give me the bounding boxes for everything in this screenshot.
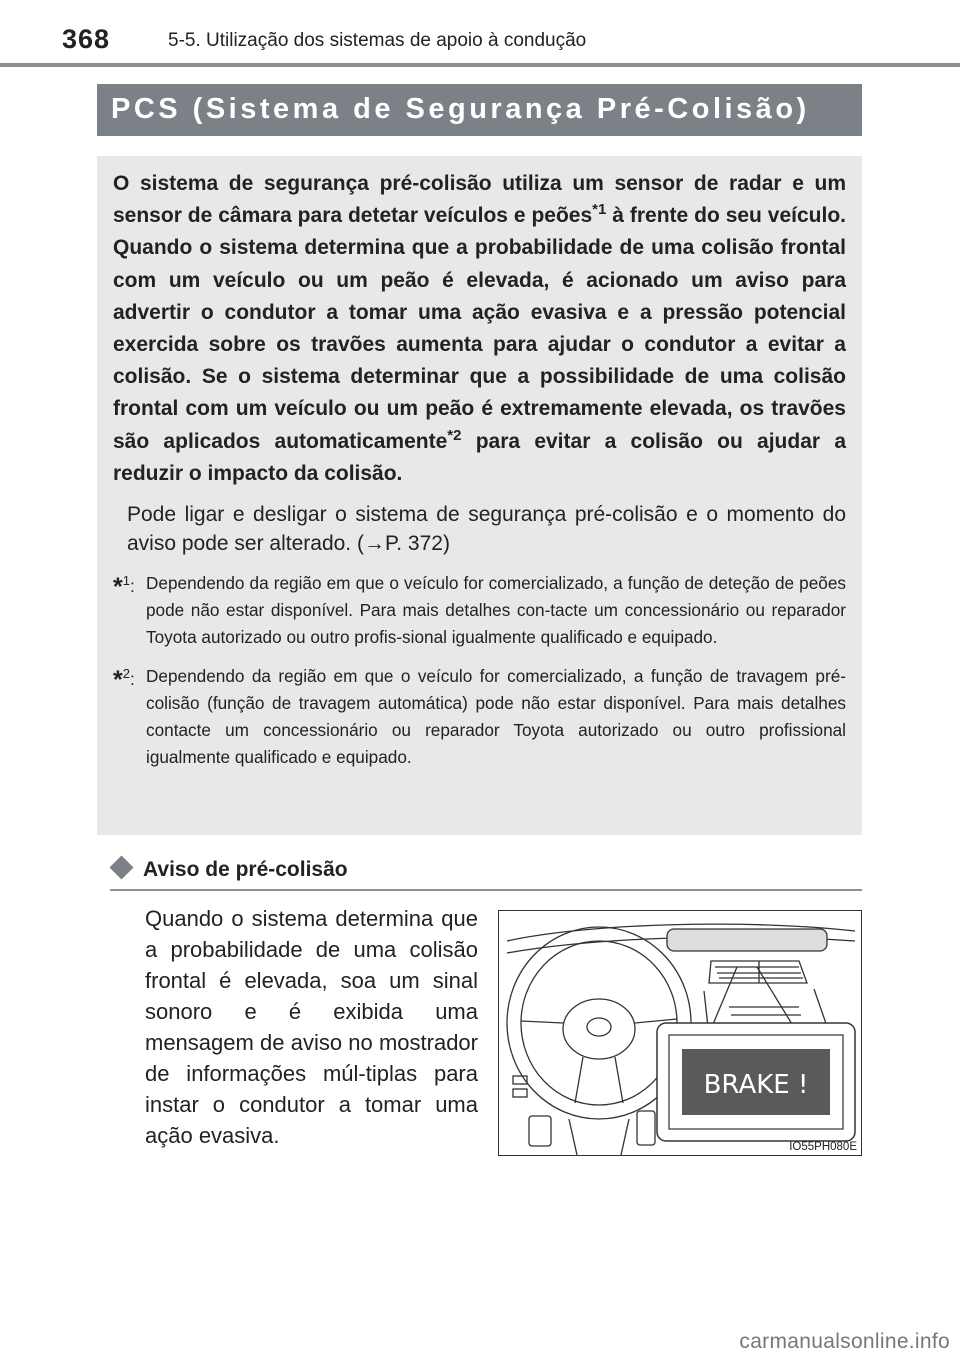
diamond-bullet-icon <box>109 855 133 879</box>
footnote-1 <box>113 570 846 651</box>
footnote-text: Dependendo da região em que o veículo for comercializado, a função de travagem pré-colisão (função de travagem automática) pode não estar disponível. Para mais detalhes contacte um concessionário ou reparador Toyota autorizado ou outro profissional igualmente qualificado e equipado. <box>146 666 846 768</box>
figure-code: IO55PH080E <box>789 1141 857 1153</box>
header-rule <box>0 63 960 67</box>
section-title-banner <box>97 84 862 136</box>
footnote-number: 1 <box>122 573 130 589</box>
page-header <box>0 0 960 68</box>
footnote-2 <box>113 663 846 771</box>
footnote-colon: : <box>129 669 135 690</box>
info-box <box>97 156 862 835</box>
footnote-colon: : <box>129 576 135 597</box>
footnote-ref-1: *1 <box>592 201 607 219</box>
intro-text-part3: para evitar a colisão ou ajudar a reduzir o impacto da colisão. <box>113 429 846 485</box>
brake-warning-message: BRAKE ! <box>703 1070 809 1100</box>
intro-text-part1: O sistema de segurança pré-colisão utiliza um sensor de radar e um sensor de câmara para detetar veículos e peões <box>113 172 846 228</box>
dashboard-illustration <box>498 910 862 1156</box>
section-title: PCS (Sistema de Segurança Pré-Colisão) <box>111 93 810 125</box>
pre-collision-warning-text: Quando o sistema determina que a probabilidade de uma colisão frontal é elevada, soa um sinal sonoro e é exibida uma mensagem de aviso no mostrador de informações múl-tiplas para instar o condutor a tomar uma ação evasiva. <box>145 906 478 1148</box>
watermark: carmanualsonline.info <box>739 1330 950 1353</box>
subsection-heading <box>110 855 862 891</box>
intro-paragraph <box>113 168 846 490</box>
intro-text-part2: à frente do seu veículo. Quando o sistema determina que a probabilidade de uma colisão frontal com um veículo ou um peão é elevada, é acionado um aviso para advertir o condutor a tomar uma ação evasiva e a pressão potencial exercida sobre os travões aumenta para ajudar o condutor a evitar a colisão. Se o sistema determinar que a possibilidade de uma colisão frontal com um veículo ou um peão é extremamente elevada, os travões são aplicados automaticamente <box>113 204 846 453</box>
footnote-number: 2 <box>122 666 130 682</box>
footnote-ref-2: *2 <box>447 426 462 444</box>
footnote-star: * <box>113 666 123 695</box>
chapter-title: 5-5. Utilização dos sistemas de apoio à condução <box>168 30 587 51</box>
footnote-star: * <box>113 573 123 602</box>
footnote-text: Dependendo da região em que o veículo for comercializado, a função de deteção de peões pode não estar disponível. Para mais detalhes con-tacte um concessionário ou reparador Toyota autorizado ou outro profis-sional igualmente qualificado e equipado. <box>146 573 846 648</box>
footnote-marker-2 <box>113 660 135 694</box>
subsection-title: Aviso de pré-colisão <box>143 858 348 881</box>
page-number: 368 <box>62 24 111 54</box>
settings-note: Pode ligar e desligar o sistema de segurança pré-colisão e o momento do aviso pode ser alterado. (→P. 372) <box>127 503 846 556</box>
footnote-marker-1 <box>113 567 135 601</box>
steering-wheel-dashboard-icon <box>499 911 861 1155</box>
